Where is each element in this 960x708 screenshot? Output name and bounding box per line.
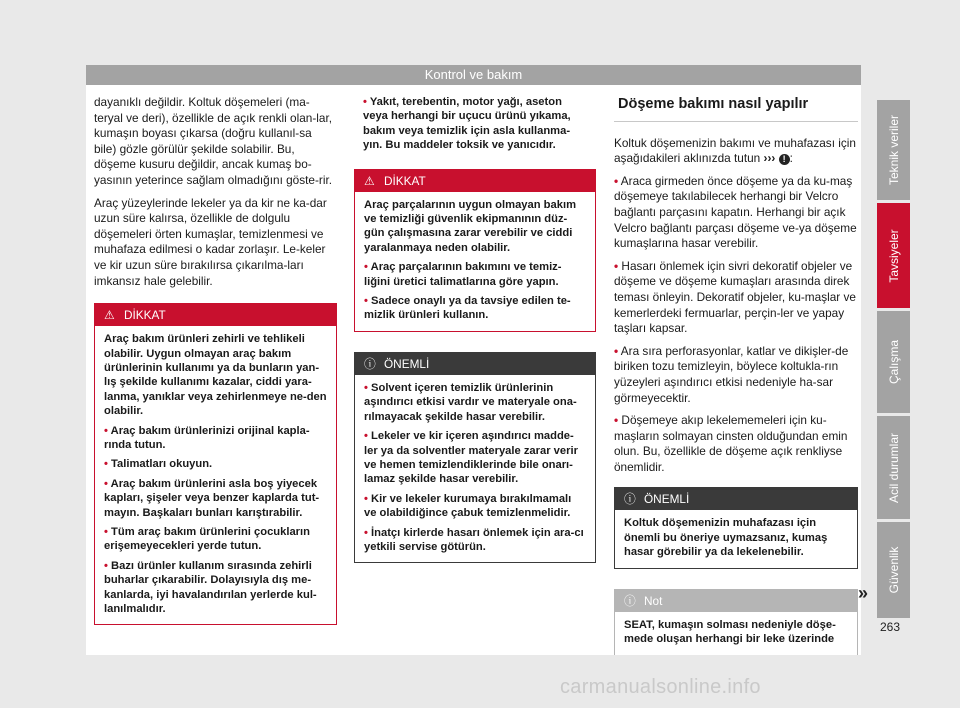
note-box xyxy=(614,589,858,655)
notice-ref-icon: ! xyxy=(779,154,790,165)
warning-label: DİKKAT xyxy=(124,308,166,323)
list-item: • Bazı ürünler kullanım sırasında zehirli buharlar çıkarabilir. Dolayısıyla dış me-kanlarda, iyi havalandırılan yerlerde kul-lanılmalıdır. xyxy=(104,559,317,616)
warning-intro: Araç bakım ürünleri zehirli ve tehlikeli olabilir. Uygun olmayan araç bakım ürünlerinin kullanımı ya da bunların yan-lış şekilde kullanımı kazalar, ciddi yara-lanma, yanıklar veya zehirlenmeye ne-den olabilir. xyxy=(104,333,327,418)
tab-guvenlik[interactable]: Güvenlik xyxy=(877,522,910,618)
warning-intro: Araç parçalarının uygun olmayan bakım ve temizliği güvenlik ekipmanının düz-gün çalışmasına zarar verebilir ve ciddi yaralanmaya neden olabilir. xyxy=(364,198,577,254)
watermark-text: carmanualsonline.info xyxy=(560,676,761,698)
page-header: Kontrol ve bakım xyxy=(86,65,861,85)
continue-icon: » xyxy=(858,583,869,603)
notice-label: ÖNEMLİ xyxy=(384,356,430,371)
notice-label: ÖNEMLİ xyxy=(644,492,690,507)
note-text: SEAT, kumaşın solması nedeniyle döşe-mede oluşan herhangi bir leke üzerinde xyxy=(624,618,836,646)
warning-label: DİKKAT xyxy=(384,173,426,188)
bullet-icon: • xyxy=(364,261,368,274)
bullet-icon: • xyxy=(614,413,619,428)
page-number: 263 xyxy=(880,620,901,634)
paragraph: Araç yüzeylerinde lekeler ya da kir ne ka-dar uzun süre kalırsa, özellikle de dolgulu döşemeleri örten kumaşlar, temizlenmesi ve muhafaza edilmesi o kadar zorlaşır. Le-keler ve kir uzun süre bırakılırsa çıkarılma-ları imkansız hale gelebilir. xyxy=(94,195,327,288)
column-1 xyxy=(94,95,337,625)
bullet-icon: • xyxy=(104,424,108,437)
bullet-icon: • xyxy=(614,173,619,188)
note-label: Not xyxy=(644,593,663,608)
list-item: • Döşemeye akıp lekelememeleri için ku-maşların solmayan cinsten olduğundan emin olun. Bu, özellikle de döşeme açık renkliyse önemlidir. xyxy=(614,413,848,474)
notice-header xyxy=(615,488,857,510)
warning-header xyxy=(355,170,595,192)
warning-triangle-icon: ⚠ xyxy=(104,308,115,323)
list-item: • Lekeler ve kir içeren aşındırıcı madde-ler ya da solventler materyale zarar verir ve hemen temizlendiklerinde bile onarı-lamaz şekilde hasar verebilir. xyxy=(364,430,578,486)
exclamation-circle-icon: ⓘ xyxy=(364,356,376,371)
bullet-icon: • xyxy=(364,295,368,308)
bullet-icon: • xyxy=(364,526,368,539)
list-item: • Hasarı önlemek için sivri dekoratif objeler ve döşeme ve döşeme kumaşları arasında direk teması önleyin. Dekoratif objeler, ku-maşlar ve kemerlerdeki fermuarlar, perçin-ler ve yapay taşları kapsar. xyxy=(614,258,856,336)
warning-box xyxy=(94,303,337,625)
warning-triangle-icon: ⚠ xyxy=(364,173,375,188)
section-title: Döşeme bakımı nasıl yapılır xyxy=(614,95,858,122)
list-item: • Solvent içeren temizlik ürünlerinin aşındırıcı etkisi vardır ve materyale ona-rılmayacak şekilde hasar verebilir. xyxy=(364,381,577,423)
column-3 xyxy=(614,95,858,655)
bullet-icon: • xyxy=(104,458,108,471)
list-item: • Tüm araç bakım ürünlerini çocukların erişemeyecekleri yerde tutun. xyxy=(104,526,310,553)
bullet-icon: • xyxy=(614,258,619,273)
reference-arrows: ››› xyxy=(763,151,776,166)
warning-body xyxy=(95,326,336,624)
list-item: • Kir ve lekeler kurumaya bırakılmamalı ve olabildiğince çabuk temizlenmelidir. xyxy=(364,492,572,520)
tab-acil-durumlar[interactable]: Acil durumlar xyxy=(877,416,910,519)
list-item: • Yakıt, terebentin, motor yağı, aseton veya herhangi bir uçucu ürünü yıkama, bakım veya temizlik için asla kullanma-yın. Bu maddeler toksik ve yanıcıdır. xyxy=(363,96,571,152)
info-square-icon: ⓘ xyxy=(624,593,636,608)
tab-calisma[interactable]: Çalışma xyxy=(877,311,910,413)
bullet-icon: • xyxy=(104,477,108,490)
list-item: • Araca girmeden önce döşeme ya da ku-maş döşemeye takılabilecek herhangi bir Velcro bağlantı parçasını kapatın. Herhangi bir açık Velcro bağlantı parçası döşeme ve-ya döşeme kumaşlarına hasar verebilir. xyxy=(614,173,857,251)
list-item: • Ara sıra perforasyonlar, katlar ve dikişler-de biriken tozu temizleyin, böylece koltukla-rın yüzeyleri aşındırıcı etkisi nedeniyle ha-sar görmeyecektir. xyxy=(614,343,849,405)
bullet-icon: • xyxy=(614,343,619,358)
warning-header xyxy=(95,304,336,326)
page xyxy=(86,65,861,655)
note-body xyxy=(615,612,857,655)
list-item: • Araç bakım ürünlerini asla boş yiyecek kapları, şişeler veya benzer kaplarda tut-mayın. Başkaları bunları karıştırabilir. xyxy=(104,477,320,519)
tab-tavsiyeler[interactable]: Tavsiyeler xyxy=(877,203,910,308)
list-item: • Sadece onaylı ya da tavsiye edilen te-mizlik ürünleri kullanın. xyxy=(364,295,571,322)
notice-body xyxy=(615,510,857,567)
notice-header xyxy=(355,353,595,375)
list-item: • İnatçı kirlerde hasarı önlemek için ara-cı yetkili servise götürün. xyxy=(364,526,584,553)
note-header xyxy=(615,590,857,612)
bullet-icon: • xyxy=(364,381,368,394)
warning-body xyxy=(355,192,595,331)
column-2 xyxy=(354,95,596,563)
list-item: • Araç bakım ürünlerinizi orijinal kapla-rında tutun. xyxy=(104,424,310,451)
warning-box xyxy=(354,169,596,332)
exclamation-circle-icon: ⓘ xyxy=(624,492,636,507)
section-intro: Koltuk döşemenizin bakımı ve muhafazası için aşağıdakileri aklınızda tutun ››› ! : xyxy=(614,135,856,166)
tab-teknik-veriler[interactable]: Teknik veriler xyxy=(877,100,910,200)
bullet-icon: • xyxy=(364,430,368,443)
bullet-icon: • xyxy=(363,96,367,108)
bullet-icon: • xyxy=(364,492,368,505)
bullet-icon: • xyxy=(104,559,108,572)
list-item: • Talimatları okuyun. xyxy=(104,458,213,471)
paragraph: dayanıklı değildir. Koltuk döşemeleri (ma-teryal ve deri), özellikle de açık renkli olan-lar, kumaşın boyası çıkarsa (doğru kullanıl-sa bile) gözle görülür şekilde solabilir. Bu, döşeme kusuru değildir, ancak kumaş bo-yasının yeterince sağlam olmadığını göste-rir. xyxy=(94,95,333,187)
notice-box xyxy=(614,487,858,568)
notice-body xyxy=(355,375,595,562)
bullet-icon: • xyxy=(104,526,108,538)
notice-text: Koltuk döşemenizin muhafazası için önemli bu öneriye uymazsanız, kumaş hasar görebilir ya da lekelenebilir. xyxy=(624,517,828,559)
list-item: • Araç parçalarının bakımını ve temiz-liğini üretici talimatlarına göre yapın. xyxy=(364,261,562,288)
notice-box xyxy=(354,352,596,563)
